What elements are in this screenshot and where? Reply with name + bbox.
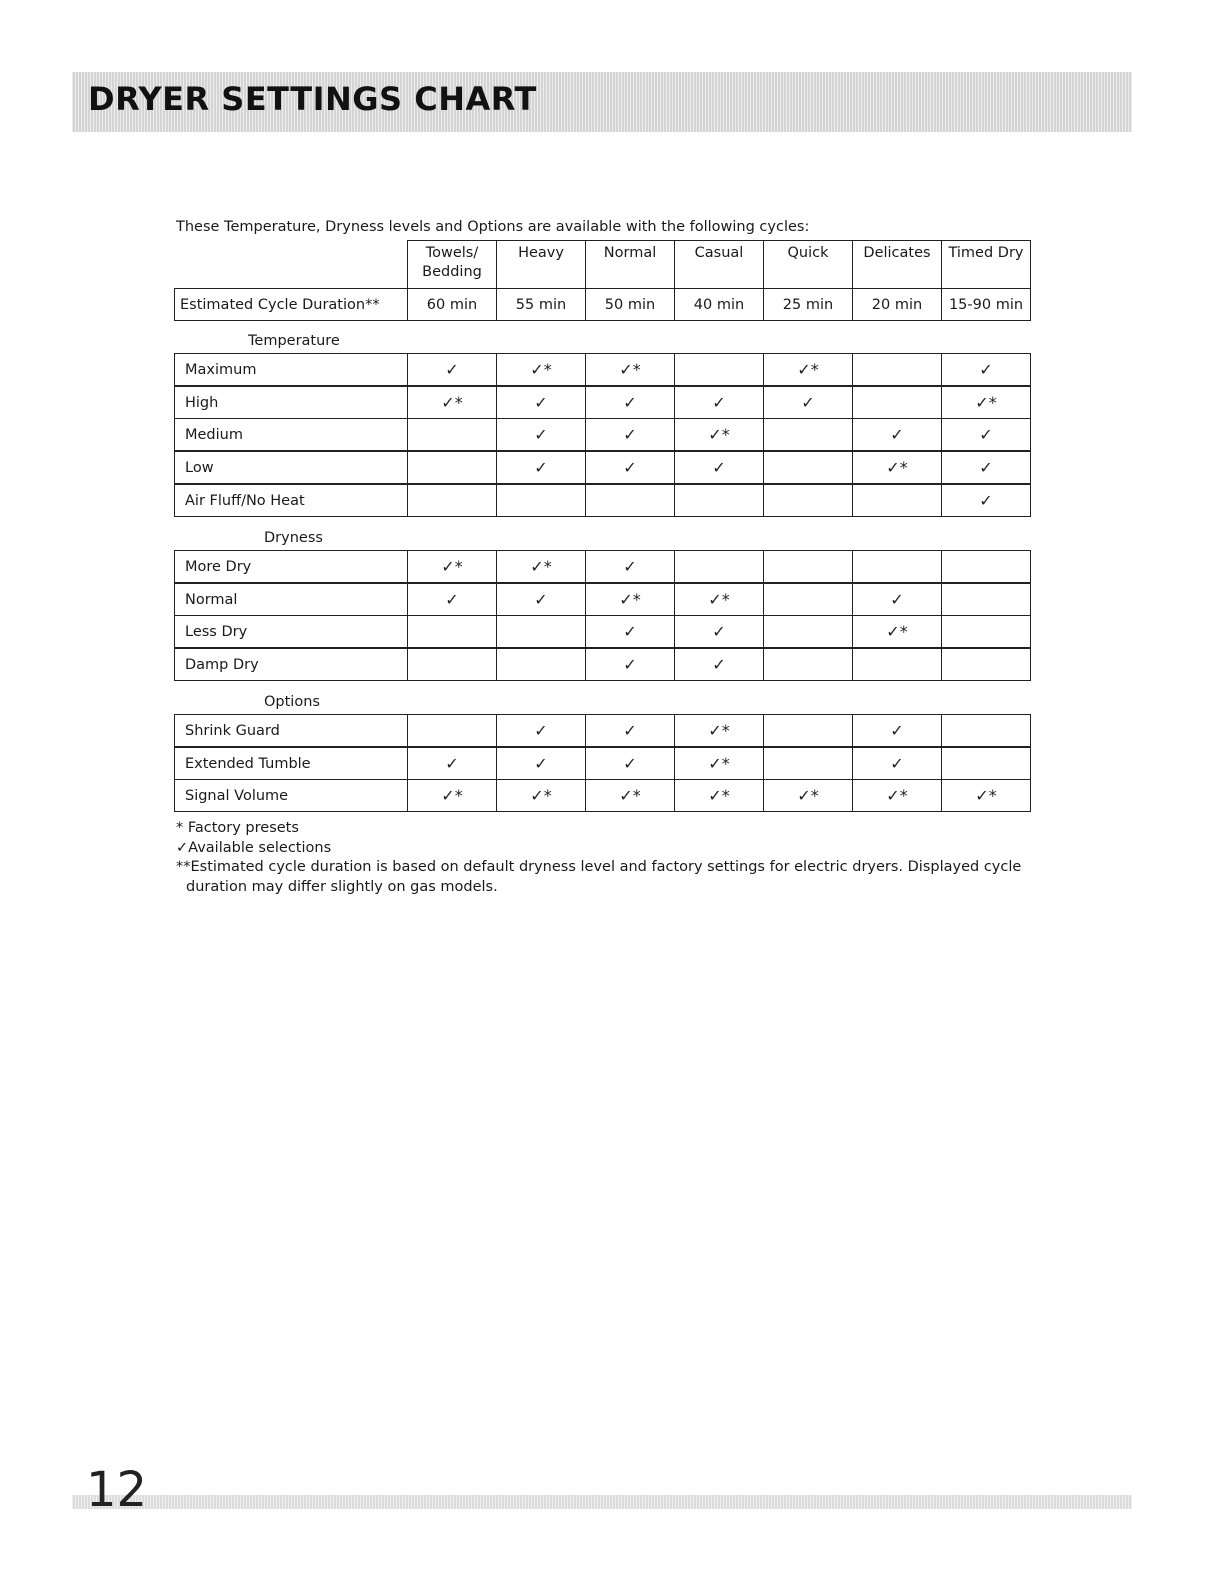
- footnote-factory-presets: * Factory presets: [176, 820, 299, 836]
- cycle-name: Casual: [694, 245, 744, 261]
- section-label-options: Options: [264, 694, 320, 710]
- setting-cell: [674, 451, 764, 484]
- setting-cell: [852, 550, 942, 583]
- setting-cell: [763, 583, 853, 616]
- row-label: [174, 583, 408, 616]
- setting-cell: [763, 648, 853, 681]
- cycle-header: [852, 240, 942, 289]
- setting-cell: [585, 714, 675, 747]
- footnote-estimate-line-1: **Estimated cycle duration is based on default dryness level and factory settings for electric dryers. Displayed cycle: [176, 859, 1022, 875]
- setting-cell: [496, 418, 586, 451]
- duration-label: [174, 288, 408, 321]
- check-preset-icon: ✓*: [975, 393, 997, 412]
- check-icon: ✓: [712, 622, 726, 641]
- row-label: [174, 779, 408, 812]
- duration-value: 25 min: [782, 296, 834, 313]
- cycle-name: Normal: [603, 245, 657, 261]
- duration-value: 20 min: [871, 296, 923, 313]
- check-icon: ✓: [712, 458, 726, 477]
- row-label: [174, 484, 408, 517]
- setting-cell: [407, 583, 497, 616]
- setting-cell: [674, 484, 764, 517]
- check-preset-icon: ✓*: [886, 786, 908, 805]
- setting-cell: [407, 615, 497, 648]
- setting-cell: [852, 714, 942, 747]
- footnote-estimate-line-2: duration may differ slightly on gas models.: [186, 878, 498, 895]
- footnotes: [176, 819, 1021, 897]
- row-label-text: Less Dry: [185, 623, 248, 640]
- setting-cell: [674, 615, 764, 648]
- check-preset-icon: ✓*: [708, 786, 730, 805]
- setting-cell: [496, 484, 586, 517]
- row-label-text: More Dry: [185, 558, 252, 575]
- setting-cell: [941, 779, 1031, 812]
- setting-cell: [674, 386, 764, 419]
- row-label-text: Damp Dry: [185, 656, 259, 673]
- cycle-name: Delicates: [863, 245, 931, 261]
- row-label: [174, 353, 408, 386]
- check-icon: ✓: [979, 458, 993, 477]
- setting-cell: [763, 353, 853, 386]
- row-label-text: Normal: [185, 591, 238, 608]
- setting-cell: [585, 451, 675, 484]
- setting-cell: [763, 550, 853, 583]
- check-preset-icon: ✓*: [708, 425, 730, 444]
- check-icon: ✓: [979, 360, 993, 379]
- setting-cell: [941, 615, 1031, 648]
- setting-cell: [407, 418, 497, 451]
- footer-band: [72, 1495, 1132, 1509]
- check-icon: ✓: [979, 491, 993, 510]
- check-icon: ✓: [445, 754, 459, 773]
- setting-cell: [407, 747, 497, 780]
- setting-cell: [496, 747, 586, 780]
- intro-text: These Temperature, Dryness levels and Options are available with the following cycles:: [176, 219, 810, 235]
- check-preset-icon: ✓*: [797, 360, 819, 379]
- row-label-text: Signal Volume: [185, 787, 289, 804]
- setting-cell: [852, 484, 942, 517]
- duration-cell: [852, 288, 942, 321]
- duration-value: 40 min: [693, 296, 745, 313]
- setting-cell: [674, 583, 764, 616]
- setting-cell: [407, 386, 497, 419]
- duration-cell: [407, 288, 497, 321]
- setting-cell: [852, 418, 942, 451]
- setting-cell: [496, 386, 586, 419]
- check-preset-icon: ✓*: [975, 786, 997, 805]
- check-preset-icon: ✓*: [619, 786, 641, 805]
- cycle-name: Heavy: [518, 245, 564, 261]
- row-label-text: High: [185, 394, 219, 411]
- duration-cell: [674, 288, 764, 321]
- setting-cell: [407, 648, 497, 681]
- check-icon: ✓: [890, 754, 904, 773]
- cycle-header: [674, 240, 764, 289]
- duration-value: 60 min: [426, 296, 478, 313]
- setting-cell: [852, 451, 942, 484]
- row-label: [174, 418, 408, 451]
- row-label-text: Air Fluff/No Heat: [185, 492, 305, 509]
- check-icon: ✓: [623, 458, 637, 477]
- setting-cell: [585, 386, 675, 419]
- duration-cell: [585, 288, 675, 321]
- check-icon: ✓: [534, 458, 548, 477]
- check-icon: ✓: [534, 754, 548, 773]
- setting-cell: [585, 648, 675, 681]
- setting-cell: [763, 779, 853, 812]
- row-label: [174, 747, 408, 780]
- setting-cell: [852, 779, 942, 812]
- setting-cell: [763, 386, 853, 419]
- section-label-temperature: Temperature: [248, 333, 340, 349]
- setting-cell: [585, 747, 675, 780]
- row-label-text: Maximum: [185, 361, 257, 378]
- row-label-text: Shrink Guard: [185, 722, 280, 739]
- setting-cell: [763, 418, 853, 451]
- setting-cell: [407, 550, 497, 583]
- check-icon: ✓: [623, 754, 637, 773]
- check-icon: ✓: [534, 393, 548, 412]
- cycle-name: Quick: [787, 245, 829, 261]
- check-preset-icon: ✓*: [708, 590, 730, 609]
- check-icon: ✓: [534, 425, 548, 444]
- setting-cell: [941, 583, 1031, 616]
- setting-cell: [496, 714, 586, 747]
- cycle-name-line-2: Bedding: [422, 264, 482, 280]
- check-icon: ✓: [623, 425, 637, 444]
- setting-cell: [496, 615, 586, 648]
- check-preset-icon: ✓*: [708, 721, 730, 740]
- duration-value: 55 min: [515, 296, 567, 313]
- setting-cell: [496, 779, 586, 812]
- setting-cell: [407, 353, 497, 386]
- setting-cell: [496, 353, 586, 386]
- duration-cell: [496, 288, 586, 321]
- setting-cell: [941, 451, 1031, 484]
- check-preset-icon: ✓*: [886, 622, 908, 641]
- duration-value: 50 min: [604, 296, 656, 313]
- setting-cell: [585, 779, 675, 812]
- setting-cell: [763, 714, 853, 747]
- setting-cell: [585, 353, 675, 386]
- setting-cell: [941, 714, 1031, 747]
- setting-cell: [763, 484, 853, 517]
- setting-cell: [941, 550, 1031, 583]
- cycle-header: [941, 240, 1031, 289]
- duration-label-text: Estimated Cycle Duration**: [180, 296, 380, 313]
- cycle-header: [407, 240, 497, 289]
- row-label: [174, 615, 408, 648]
- check-icon: ✓: [623, 557, 637, 576]
- setting-cell: [941, 747, 1031, 780]
- setting-cell: [674, 353, 764, 386]
- page-title: DRYER SETTINGS CHART: [88, 80, 537, 118]
- row-label: [174, 550, 408, 583]
- setting-cell: [674, 648, 764, 681]
- check-preset-icon: ✓*: [441, 557, 463, 576]
- check-preset-icon: ✓*: [619, 590, 641, 609]
- check-icon: ✓: [534, 721, 548, 740]
- row-label: [174, 451, 408, 484]
- check-icon: ✓: [890, 425, 904, 444]
- check-preset-icon: ✓*: [708, 754, 730, 773]
- setting-cell: [763, 451, 853, 484]
- check-icon: ✓: [801, 393, 815, 412]
- setting-cell: [585, 484, 675, 517]
- setting-cell: [941, 386, 1031, 419]
- check-preset-icon: ✓*: [530, 557, 552, 576]
- setting-cell: [585, 615, 675, 648]
- setting-cell: [852, 386, 942, 419]
- check-icon: ✓: [623, 393, 637, 412]
- setting-cell: [941, 418, 1031, 451]
- check-icon: ✓: [890, 721, 904, 740]
- footnote-available-selections: ✓Available selections: [176, 839, 332, 856]
- row-label-text: Medium: [185, 426, 243, 443]
- cycle-name: Towels/: [425, 245, 479, 261]
- duration-value: 15-90 min: [948, 296, 1024, 313]
- check-icon: ✓: [890, 590, 904, 609]
- setting-cell: [941, 353, 1031, 386]
- cycle-header: [763, 240, 853, 289]
- setting-cell: [852, 615, 942, 648]
- check-icon: ✓: [712, 655, 726, 674]
- setting-cell: [852, 583, 942, 616]
- check-icon: ✓: [623, 655, 637, 674]
- check-icon: ✓: [712, 393, 726, 412]
- check-preset-icon: ✓*: [619, 360, 641, 379]
- setting-cell: [496, 451, 586, 484]
- setting-cell: [585, 550, 675, 583]
- duration-cell: [941, 288, 1031, 321]
- check-icon: ✓: [979, 425, 993, 444]
- check-preset-icon: ✓*: [797, 786, 819, 805]
- setting-cell: [496, 648, 586, 681]
- setting-cell: [585, 418, 675, 451]
- setting-cell: [852, 747, 942, 780]
- cycle-header: [585, 240, 675, 289]
- check-preset-icon: ✓*: [530, 360, 552, 379]
- duration-cell: [763, 288, 853, 321]
- setting-cell: [763, 615, 853, 648]
- row-label: [174, 714, 408, 747]
- setting-cell: [407, 714, 497, 747]
- check-icon: ✓: [623, 721, 637, 740]
- cycle-name: Timed Dry: [948, 245, 1024, 261]
- setting-cell: [674, 550, 764, 583]
- setting-cell: [852, 353, 942, 386]
- setting-cell: [674, 714, 764, 747]
- row-label-text: Low: [185, 459, 214, 476]
- row-label: [174, 386, 408, 419]
- check-preset-icon: ✓*: [441, 393, 463, 412]
- check-preset-icon: ✓*: [886, 458, 908, 477]
- row-label: [174, 648, 408, 681]
- check-preset-icon: ✓*: [530, 786, 552, 805]
- setting-cell: [941, 484, 1031, 517]
- check-icon: ✓: [445, 360, 459, 379]
- check-icon: ✓: [534, 590, 548, 609]
- row-label-text: Extended Tumble: [185, 755, 311, 772]
- setting-cell: [674, 747, 764, 780]
- setting-cell: [674, 418, 764, 451]
- section-label-dryness: Dryness: [264, 530, 323, 546]
- check-preset-icon: ✓*: [441, 786, 463, 805]
- setting-cell: [585, 583, 675, 616]
- setting-cell: [407, 451, 497, 484]
- check-icon: ✓: [445, 590, 459, 609]
- setting-cell: [496, 550, 586, 583]
- setting-cell: [852, 648, 942, 681]
- setting-cell: [941, 648, 1031, 681]
- page-number: 12: [86, 1462, 148, 1518]
- setting-cell: [407, 779, 497, 812]
- setting-cell: [763, 747, 853, 780]
- setting-cell: [496, 583, 586, 616]
- check-icon: ✓: [623, 622, 637, 641]
- setting-cell: [407, 484, 497, 517]
- cycle-header: [496, 240, 586, 289]
- setting-cell: [674, 779, 764, 812]
